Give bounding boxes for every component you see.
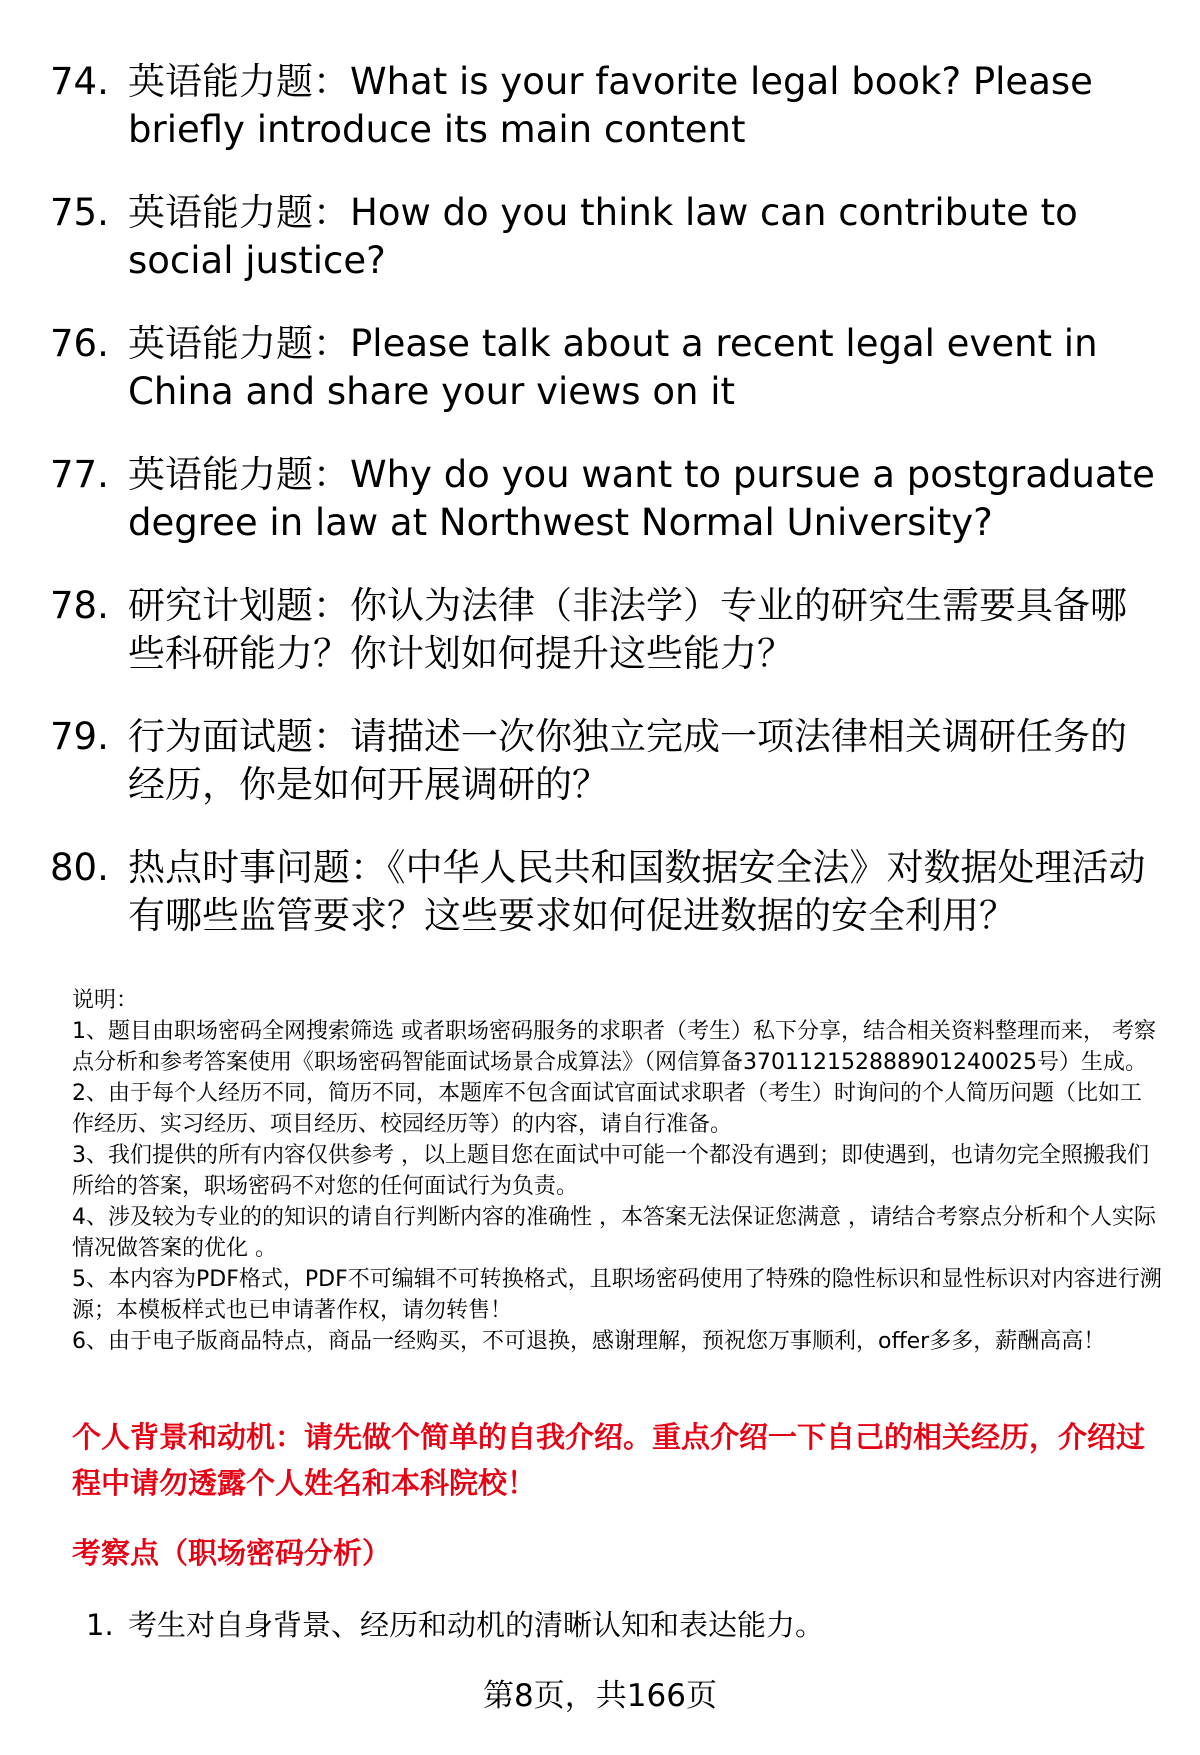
question-text: 热点时事问题：《中华人民共和国数据安全法》对数据处理活动有哪些监管要求？这些要求如何促进数据的安全利用？ [128,846,1146,937]
note-item: 1、题目由职场密码全网搜索筛选 或者职场密码服务的求职者（考生）私下分享，结合相关资料整理而来， 考察点分析和参考答案使用《职场密码智能面试场景合成算法》（网信算备370112152888901240025号）生成。 [72,1019,1156,1075]
question-text: 英语能力题：How do you think law can contribute to social justice? [128,191,1078,282]
question-item [50,320,1160,416]
question-text: 英语能力题：What is your favorite legal book? Please briefly introduce its main content [128,60,1093,151]
exam-point-text: 考生对自身背景、经历和动机的清晰认知和表达能力。 [128,1608,825,1642]
intro-question-heading: 个人背景和动机：请先做个简单的自我介绍。重点介绍一下自己的相关经历，介绍过程中请勿透露个人姓名和本科院校！ [72,1420,1146,1500]
question-text: 行为面试题：请描述一次你独立完成一项法律相关调研任务的经历，你是如何开展调研的？ [128,715,1127,806]
note-item: 4、涉及较为专业的的知识的请自行判断内容的准确性 ，本答案无法保证您满意 ，请结合考察点分析和个人实际情况做答案的优化 。 [72,1205,1156,1261]
question-number: 78. [50,584,109,627]
note-item: 5、本内容为PDF格式，PDF不可编辑不可转换格式，且职场密码使用了特殊的隐性标识和显性标识对内容进行溯源；本模板样式也已申请著作权，请勿转售！ [72,1267,1162,1323]
exam-point-number: 1. [86,1608,114,1642]
note-item: 6、由于电子版商品特点，商品一经购买，不可退换，感谢理解，预祝您万事顺利，offer多多，薪酬高高！ [72,1329,1106,1354]
question-number: 76. [50,322,109,365]
question-text: 研究计划题：你认为法律（非法学）专业的研究生需要具备哪些科研能力？你计划如何提升这些能力？ [128,584,1127,675]
question-item [50,451,1160,547]
question-item [50,582,1160,678]
question-item [50,713,1160,809]
question-number: 79. [50,715,109,758]
question-item [50,58,1160,154]
question-text: 英语能力题：Please talk about a recent legal event in China and share your views on it [128,322,1098,413]
question-text: 英语能力题：Why do you want to pursue a postgraduate degree in law at Northwest Normal University? [128,453,1155,544]
note-item: 3、我们提供的所有内容仅供参考 ，以上题目您在面试中可能一个都没有遇到；即使遇到，也请勿完全照搬我们所给的答案，职场密码不对您的任何面试行为负责。 [72,1143,1149,1199]
notes-section [72,985,1162,1357]
note-item: 2、由于每个人经历不同，简历不同，本题库不包含面试官面试求职者（考生）时询问的个人简历问题（比如工作经历、实习经历、项目经历、校园经历等）的内容，请自行准备。 [72,1081,1143,1137]
question-number: 74. [50,60,109,103]
exam-points-heading: 考察点（职场密码分析） [72,1536,392,1570]
page-footer: 第8页，共166页 [483,1678,717,1714]
exam-point-item [86,1605,1156,1645]
notes-title: 说明： [72,988,139,1013]
question-number: 80. [50,846,109,889]
question-item [50,844,1160,940]
question-number: 75. [50,191,109,234]
question-number: 77. [50,453,109,496]
question-item [50,189,1160,285]
question-list [50,58,1160,975]
